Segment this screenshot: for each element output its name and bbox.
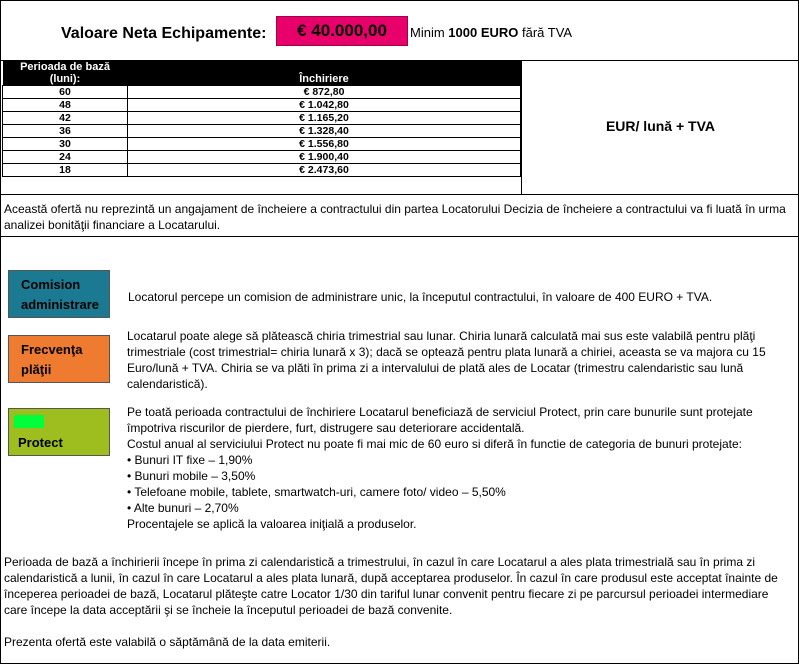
divider (0, 236, 799, 237)
protect-logo-chip (14, 415, 44, 428)
protect-paragraph: Costul anual al serviciului Protect nu poate fi mai mic de 60 euro si diferă în functie de categoria de bunuri protejate: (127, 437, 743, 451)
protect-text (127, 404, 792, 532)
base-period-text: Perioada de bază a închirierii începe în prima zi calendaristică a trimestrului, în cazul în care Locatarul a ales plata trimestrială sau în prima zi calendaristică a lunii, în cazul în care Locatarul a ales plata lunară, după acceptarea produselor. În cazul în care produsul este acceptat înainte de începerea perioadei de bază, Locatarul plăteşte catre Locator 1/30 din tariful lunar convenit pentru fiecare zi pe parcursul perioadei intermediare care începe la data acceptării şi se încheie la începutul perioadei de bază convenite. (4, 555, 778, 617)
protect-paragraph: Procentajele se aplică la valoarea iniţială a produselor. (127, 517, 417, 531)
list-item: • Bunuri mobile – 3,50% (127, 468, 792, 484)
list-item: • Bunuri IT fixe – 1,90% (127, 452, 792, 468)
list-item: • Alte bunuri – 2,70% (127, 500, 792, 516)
column-header-rent: Închiriere (128, 61, 521, 86)
admin-fee-text: Locatorul percepe un comision de administrare unic, la începutul contractului, în valoare de 400 EURO + TVA. (128, 290, 713, 304)
rent-cell: € 1.328,40 (128, 125, 521, 138)
table-row (3, 112, 521, 125)
admin-fee-badge: Comision administrare (8, 270, 110, 318)
table-row (3, 86, 521, 99)
divider (0, 194, 799, 195)
table-row (3, 151, 521, 164)
table-row (3, 125, 521, 138)
payment-frequency-badge: Frecvenţa plăţii (8, 335, 110, 383)
offer-disclaimer: Această ofertă nu reprezintă un angajament de încheiere a contractului din partea Locatorului Decizia de încheiere a contractului va fi luată în urma analizei bonităţii financiare a Locatarului. (4, 202, 786, 232)
months-cell: 42 (3, 112, 128, 125)
validity-note: Prezenta ofertă este valabilă o săptămână de la data emiterii. (4, 635, 331, 649)
months-cell: 60 (3, 86, 128, 99)
rent-cell: € 1.556,80 (128, 138, 521, 151)
protect-badge-label: Protect (18, 435, 63, 450)
protect-paragraph: Pe toată perioada contractului de închiriere Locatarul beneficiază de serviciul Protect, prin care bunurile sunt protejate împotriva riscurilor de pierdere, furt, distrugere sau deteriorare accidentală. (127, 405, 753, 435)
months-cell: 18 (3, 164, 128, 177)
protect-rates-list (127, 452, 792, 516)
months-cell: 24 (3, 151, 128, 164)
months-cell: 30 (3, 138, 128, 151)
column-header-period: Perioada de bază (luni): (3, 61, 128, 86)
rent-cell: € 1.165,20 (128, 112, 521, 125)
months-cell: 36 (3, 125, 128, 138)
months-cell: 48 (3, 99, 128, 112)
rates-table (2, 61, 521, 177)
rent-cell: € 1.900,40 (128, 151, 521, 164)
table-row (3, 164, 521, 177)
rent-cell: € 872,80 (128, 86, 521, 99)
payment-frequency-text: Locatarul poate alege să plătească chiria trimestrial sau lunar. Chiria lunară calculată mai sus este valabilă pentru plăţi trimestriale (cost trimestrial= chiria lunară x 3); dacă se optează pentru plata lunară a chiriei, aceasta se va majora cu 15 Euro/lună + TVA. Chiria se va plăti în prima zi a intervalului de plată ales de Locatar (trimestru calendaristic sau lună calendaristică). (127, 329, 766, 391)
table-header-row (3, 61, 521, 86)
table-row (3, 138, 521, 151)
rent-cell: € 2.473,60 (128, 164, 521, 177)
minimum-note: Minim 1000 EURO fără TVA (410, 25, 573, 40)
rent-cell: € 1.042,80 (128, 99, 521, 112)
net-value-label: Valoare Neta Echipamente: (61, 25, 267, 42)
table-row (3, 99, 521, 112)
net-value-box: € 40.000,00 (276, 16, 408, 46)
list-item: • Telefoane mobile, tablete, smartwatch-uri, camere foto/ video – 5,50% (127, 484, 792, 500)
currency-note: EUR/ lună + TVA (605, 118, 716, 134)
